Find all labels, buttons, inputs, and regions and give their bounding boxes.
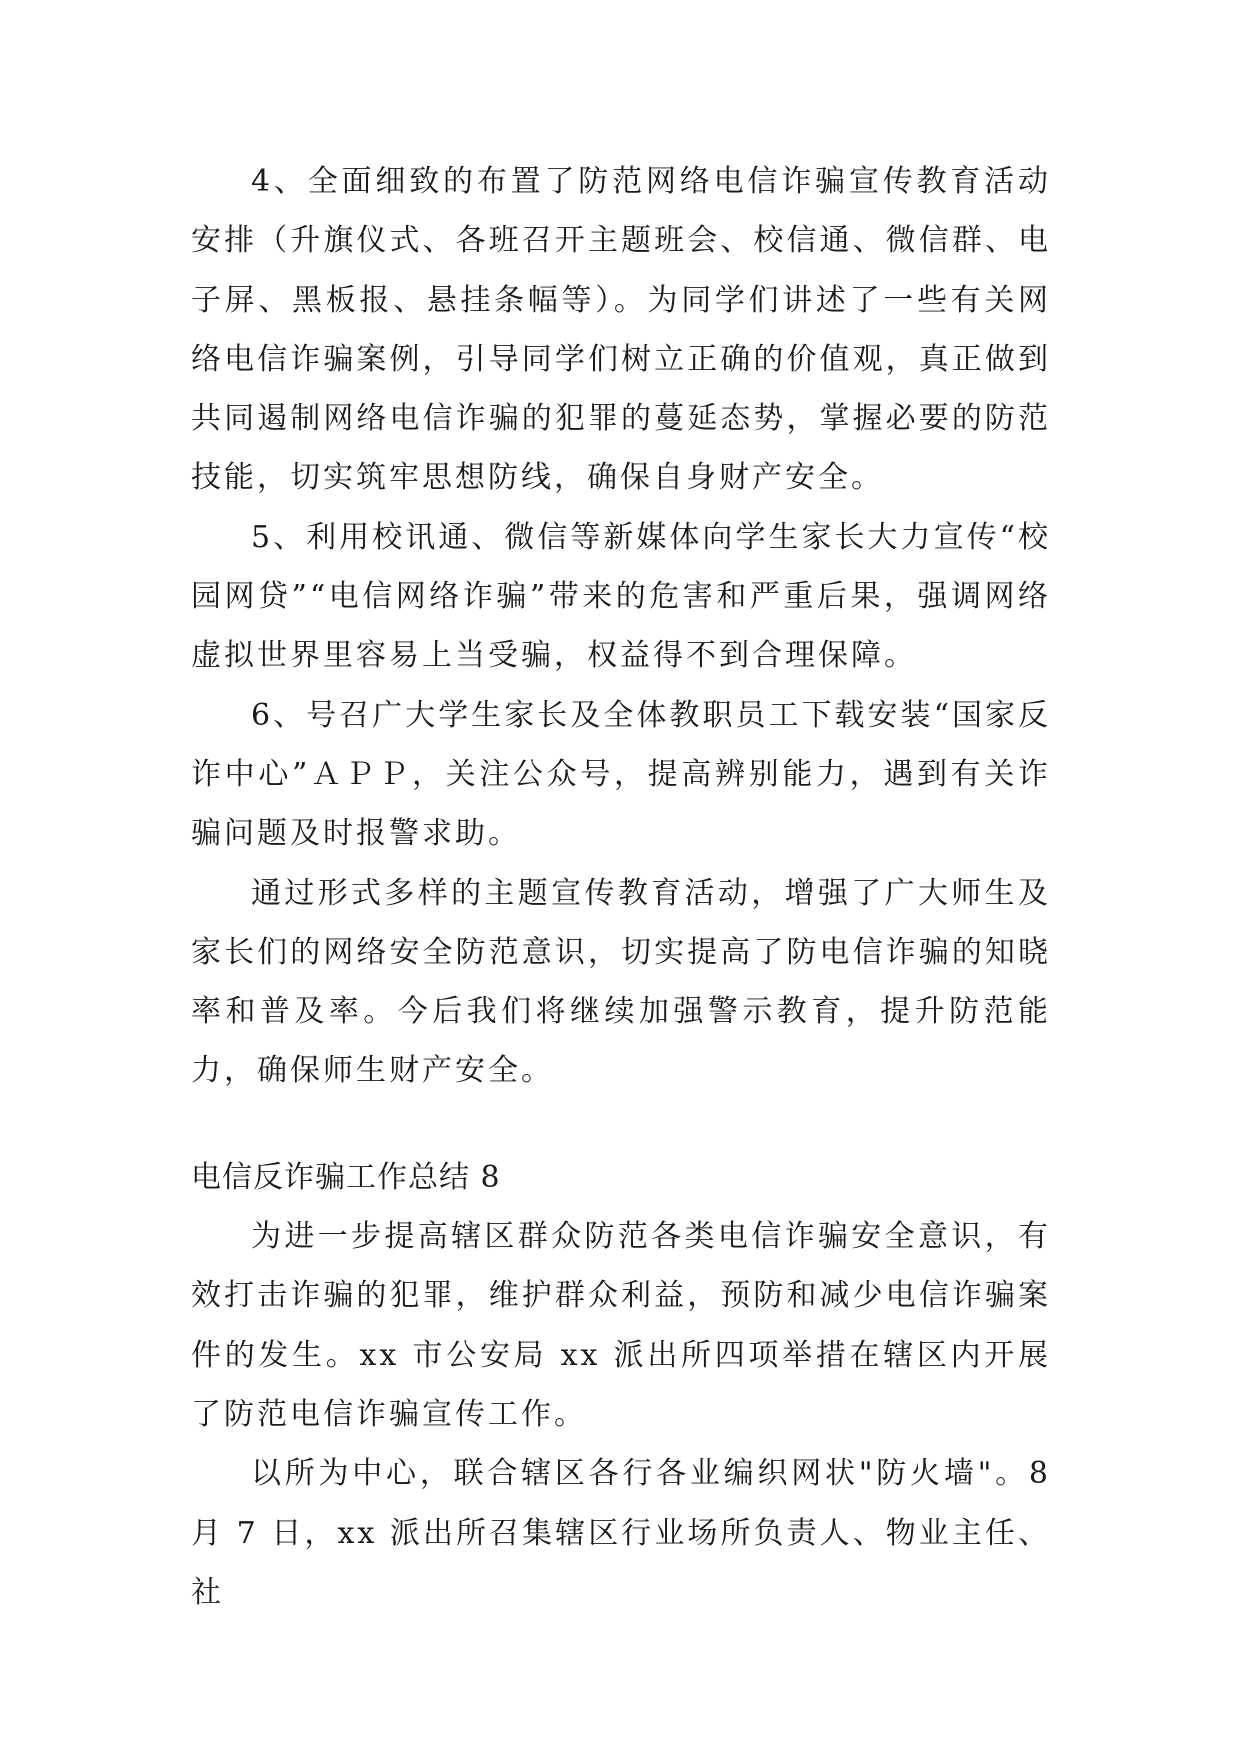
paragraph-item-4: 4、全面细致的布置了防范网络电信诈骗宣传教育活动安排（升旗仪式、各班召开主题班会、校信通、微信群、电子屏、黑板报、悬挂条幅等）。为同学们讲述了一些有关网络电信诈骗案例，引导同学们树立正确的价值观，真正做到共同遏制网络电信诈骗的犯罪的蔓延态势，掌握必要的防范技能，切实筑牢思想防线，确保自身财产安全。 [191,164,1051,496]
paragraph-conclusion: 通过形式多样的主题宣传教育活动，增强了广大师生及家长们的网络安全防范意识，切实提高了防电信诈骗的知晓率和普及率。今后我们将继续加强警示教育，提升防范能力，确保师生财产安全。 [191,875,1051,1089]
section-heading: 电信反诈骗工作总结 8 [191,1159,501,1195]
paragraph-item-5: 5、利用校讯通、微信等新媒体向学生家长大力宣传“校园网贷”“电信网络诈骗”带来的危害和严重后果，强调网络虚拟世界里容易上当受骗，权益得不到合理保障。 [191,519,1051,674]
paragraph-measure-1: 以所为中心，联合辖区各行各业编织网状"防火墙"。8 月 7 日，xx 派出所召集辖区行业场所负责人、物业主任、社 [191,1456,1051,1610]
paragraph-item-6: 6、号召广大学生家长及全体教职员工下载安装“国家反诈中心”ＡＰＰ，关注公众号，提高辨别能力，遇到有关诈骗问题及时报警求助。 [191,697,1051,852]
document-body [191,152,1051,1622]
paragraph-intro: 为进一步提高辖区群众防范各类电信诈骗安全意识，有效打击诈骗的犯罪，维护群众利益，预防和减少电信诈骗案件的发生。xx 市公安局 xx 派出所四项举措在辖区内开展了防范电信诈骗宣传工作。 [191,1219,1051,1432]
